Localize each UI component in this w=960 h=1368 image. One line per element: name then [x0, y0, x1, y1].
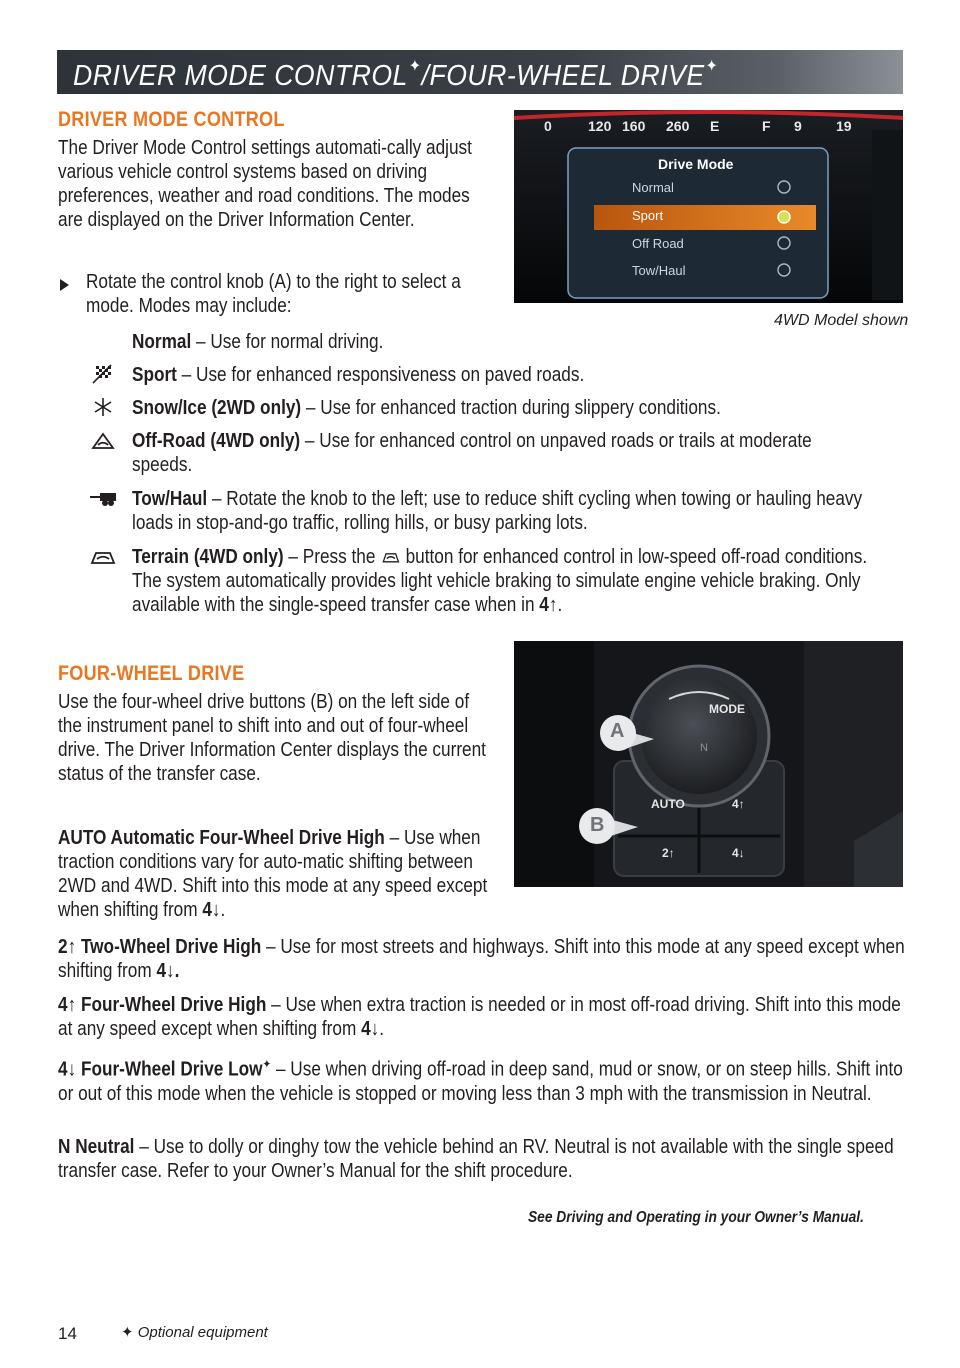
- auto-button: AUTO: [651, 797, 685, 811]
- off-road-vehicle-icon: [90, 431, 116, 451]
- gauge-label: 9: [794, 118, 802, 134]
- gauge-label: F: [762, 118, 771, 134]
- drive-mode-item: Off Road: [632, 236, 684, 251]
- drive-mode-menu-title: Drive Mode: [658, 156, 734, 172]
- rotate-knob-instruction: Rotate the control knob (A) to the right to select a mode. Modes may include:: [86, 271, 461, 317]
- bullet-arrow-icon: [60, 279, 69, 291]
- snowflake-icon: [90, 397, 116, 417]
- see-owners-manual: See Driving and Operating in your Owner’s Manual.: [528, 1209, 864, 1226]
- banner-title: DRIVER MODE CONTROL✦/FOUR-WHEEL DRIVE✦: [73, 58, 719, 92]
- gauge-label: 0: [544, 118, 552, 134]
- callout-b: B: [590, 814, 605, 836]
- drive-mode-item: Normal: [632, 180, 674, 195]
- drive-mode-item: Tow/Haul: [632, 263, 686, 278]
- gauge-label: 160: [622, 118, 646, 134]
- knob-label-neutral: N: [700, 742, 708, 754]
- mode-item-sport: Sport – Use for enhanced responsiveness on paved roads.: [132, 364, 585, 386]
- gauge-label: 19: [836, 118, 852, 134]
- page-number: 14: [58, 1324, 77, 1343]
- cluster-photo: [514, 110, 903, 303]
- four-wheel-high-item: 4↑ Four-Wheel Drive High – Use when extra traction is needed or in most off-road driving. Shift into this mode at any speed except when shifting from 4↓.: [58, 994, 901, 1040]
- section-banner: [57, 50, 903, 94]
- mode-item-normal: Normal – Use for normal driving.: [132, 331, 384, 353]
- driver-mode-intro: The Driver Mode Control settings automati-cally adjust various vehicle control systems based on driving preferences, weather and road conditions. The modes are displayed on the Driver Information Center.: [58, 137, 472, 231]
- gauge-label: 260: [666, 118, 690, 134]
- knob-photo: [514, 641, 903, 887]
- two-wheel-high-item: 2↑ Two-Wheel Drive High – Use for most streets and highways. Shift into this mode at any speed except when shifting from 4↓.: [58, 936, 905, 982]
- driver-mode-heading: DRIVER MODE CONTROL: [58, 108, 285, 131]
- cluster-caption: 4WD Model shown: [774, 312, 909, 329]
- auto-mode-item: AUTO Automatic Four-Wheel Drive High – Use when traction conditions vary for auto-matic shifting between 2WD and 4WD. Shift into this mode at any speed except when shifting from 4↓.: [58, 827, 488, 921]
- neutral-item: N Neutral – Use to dolly or dinghy tow the vehicle behind an RV. Neutral is not available with the single speed transfer case. Refer to your Owner’s Manual for the shift procedure.: [58, 1136, 894, 1182]
- optional-equipment-legend: ✦ Optional equipment: [121, 1324, 268, 1341]
- gauge-label: 120: [588, 118, 612, 134]
- four-low-button: 4↓: [732, 846, 745, 860]
- four-high-button: 4↑: [732, 797, 745, 811]
- four-wheel-low-item: 4↓ Four-Wheel Drive Low✦ – Use when driving off-road in deep sand, mud or snow, or on steep hills. Shift into or out of this mode when the vehicle is stopped or moving less than 3 mph with the transmission in Neutral.: [58, 1057, 903, 1105]
- mode-item-tow-haul: Tow/Haul – Rotate the knob to the left; use to reduce shift cycling when towing or hauling heavy loads in stop-and-go traffic, rolling hills, or busy parking lots.: [132, 488, 863, 534]
- mode-item-snow-ice: Snow/Ice (2WD only) – Use for enhanced traction during slippery conditions.: [132, 397, 721, 419]
- trailer-icon: [90, 489, 116, 509]
- callout-a: A: [610, 720, 625, 742]
- mode-item-off-road: Off-Road (4WD only) – Use for enhanced control on unpaved roads or trails at moderate speeds.: [132, 430, 812, 476]
- terrain-button-icon: [380, 549, 401, 565]
- drive-mode-item-selected: Sport: [632, 208, 664, 223]
- terrain-icon: [90, 547, 116, 567]
- two-high-button: 2↑: [662, 846, 675, 860]
- knob-label-mode: MODE: [709, 702, 745, 716]
- four-wheel-drive-heading: FOUR-WHEEL DRIVE: [58, 662, 245, 685]
- gauge-label: E: [710, 118, 720, 134]
- mode-item-terrain: Terrain (4WD only) – Press the button for enhanced control in low-speed off-road conditions. The system automatically provides light vehicle braking to simulate engine vehicle braking. Only available with the single-speed transfer case when in 4↑.: [132, 546, 868, 616]
- four-wheel-drive-intro: Use the four-wheel drive buttons (B) on the left side of the instrument panel to shift into and out of four-wheel drive. The Driver Information Center displays the current status of the transfer case.: [58, 691, 486, 785]
- checkered-flag-icon: [90, 364, 116, 384]
